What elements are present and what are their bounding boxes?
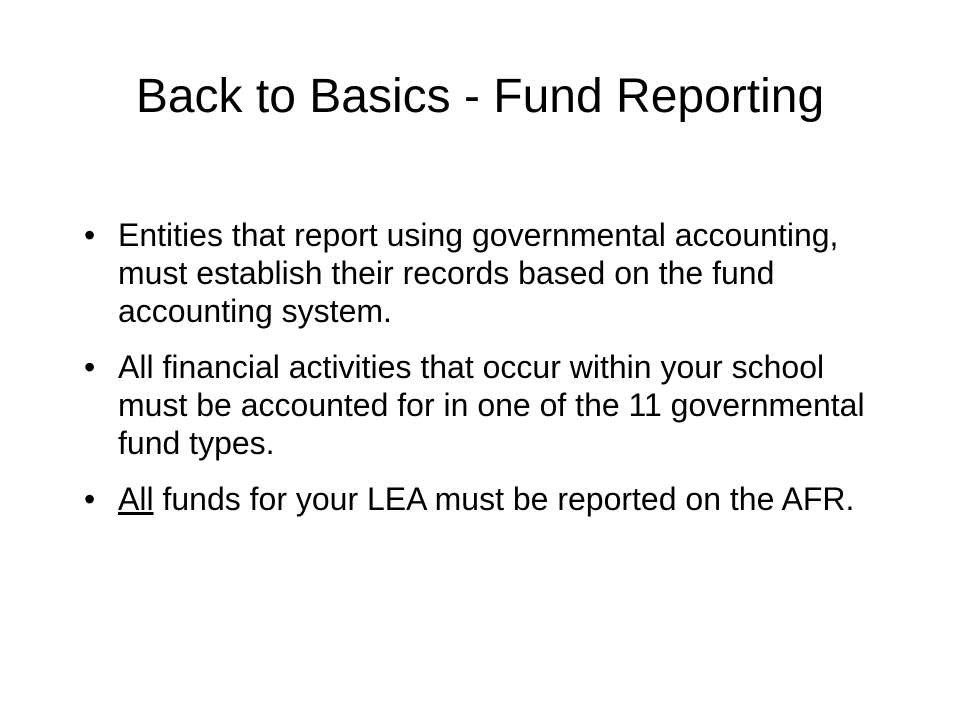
bullet-marker: • [84, 217, 96, 253]
bullet-text: All financial activities that occur within your school must be accounted for in one of the 11 governmental fund types. [118, 349, 865, 461]
bullet-marker: • [84, 481, 96, 517]
bullet-item [84, 216, 884, 330]
bullet-item [84, 480, 884, 518]
bullet-marker: • [84, 349, 96, 385]
bullet-list [84, 216, 884, 536]
slide-title: Back to Basics - Fund Reporting [135, 70, 825, 123]
bullet-text: Entities that report using governmental accounting, must establish their records based on the fund accounting system. [118, 217, 839, 329]
bullet-emphasis-underlined: All [118, 481, 154, 517]
bullet-item [84, 348, 884, 462]
bullet-text: funds for your LEA must be reported on the AFR. [153, 481, 855, 517]
